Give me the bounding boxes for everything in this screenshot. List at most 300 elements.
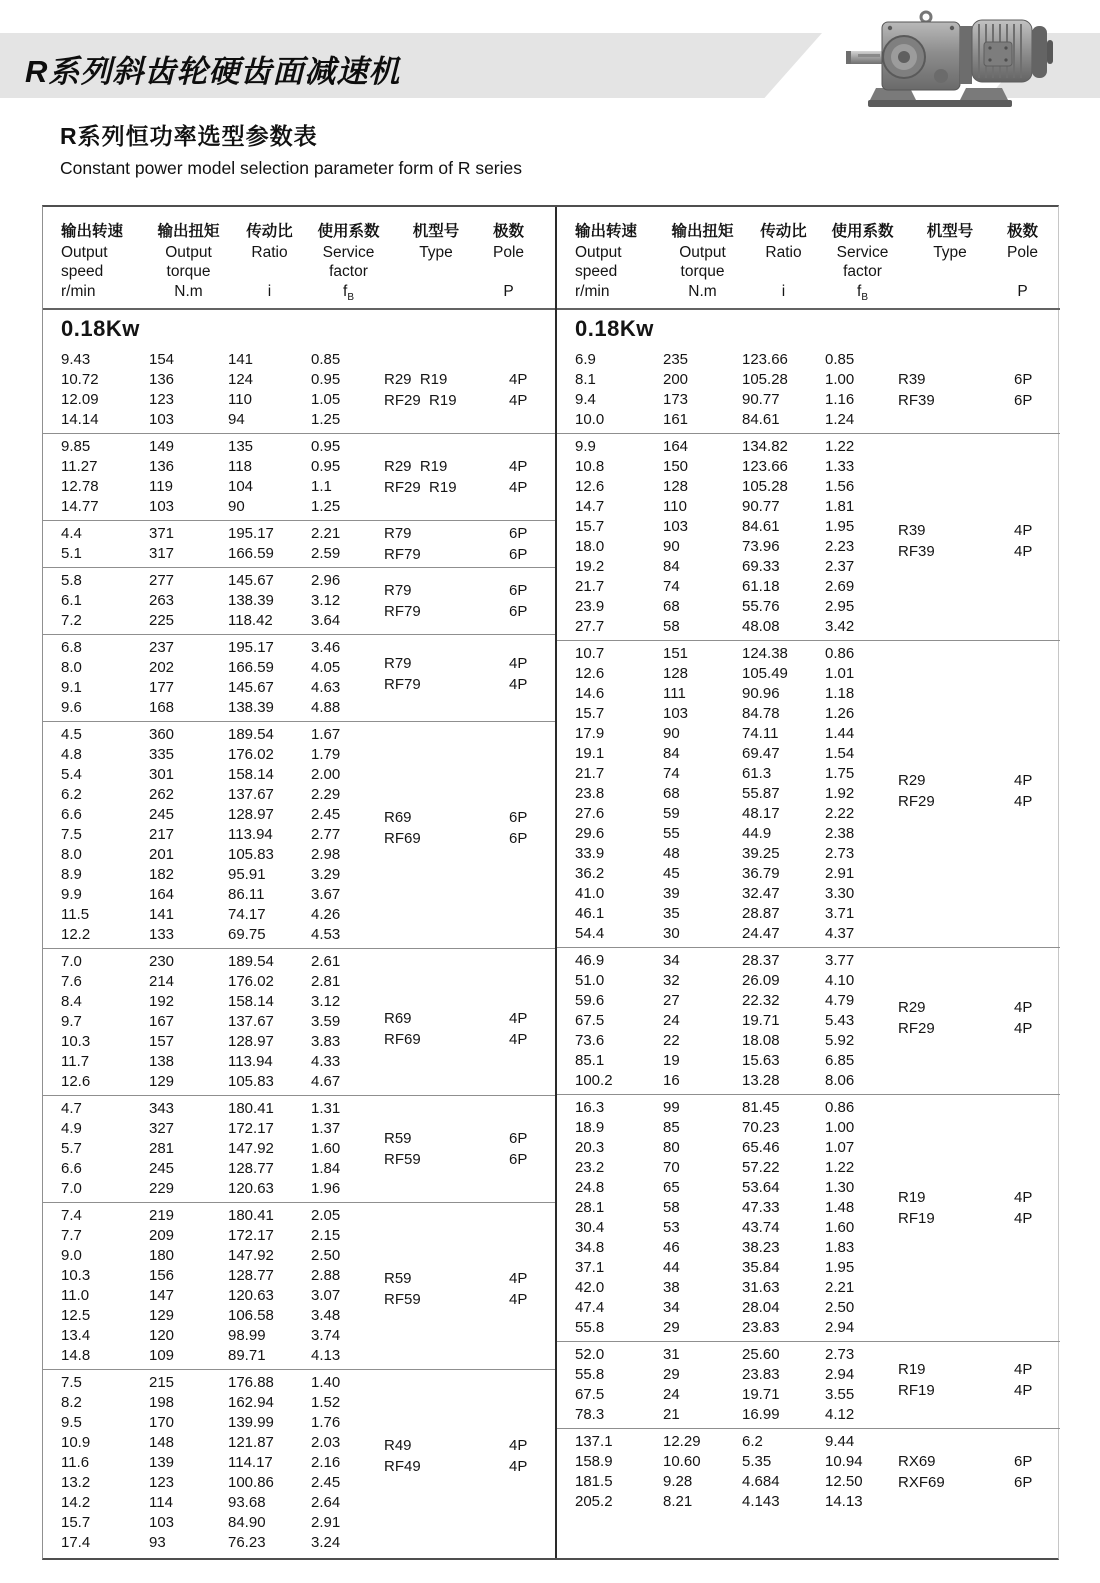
ratio-cell: 84.90 bbox=[228, 1514, 266, 1531]
ratio-cell: 176.02 bbox=[228, 746, 274, 763]
column-header-unit bbox=[486, 281, 531, 302]
column-header-en: Pole bbox=[1006, 244, 1039, 261]
output-speed-cell: 19.1 bbox=[575, 745, 605, 762]
type-label: RF29 bbox=[898, 1020, 935, 1038]
service-factor-cell: 2.73 bbox=[825, 1346, 855, 1363]
type-label: RF39 bbox=[898, 543, 935, 560]
type-label: RF79 bbox=[384, 603, 421, 620]
output-speed-cell: 205.2 bbox=[575, 1493, 613, 1510]
pole-label: 6P bbox=[509, 603, 528, 620]
ratio-cell: 55.87 bbox=[742, 785, 780, 802]
output-torque-cell: 128 bbox=[663, 478, 689, 495]
motor-body bbox=[960, 20, 1053, 84]
ratio-cell: 105.28 bbox=[742, 478, 788, 495]
service-factor-cell: 4.13 bbox=[311, 1347, 341, 1364]
output-torque-cell: 85 bbox=[663, 1119, 680, 1136]
type-pole-block bbox=[384, 571, 549, 631]
service-factor-cell: 0.85 bbox=[311, 351, 341, 368]
type-pole-block bbox=[384, 1373, 549, 1553]
output-speed-cell: 10.8 bbox=[575, 458, 605, 475]
table-group bbox=[43, 567, 555, 634]
service-factor-cell: 2.03 bbox=[311, 1434, 341, 1451]
output-torque-cell: 55 bbox=[663, 825, 680, 842]
ratio-cell: 31.63 bbox=[742, 1279, 780, 1296]
ratio-cell: 124.38 bbox=[742, 645, 788, 662]
output-torque-cell: 149 bbox=[149, 438, 175, 455]
column-header bbox=[486, 220, 531, 308]
output-speed-cell: 7.0 bbox=[61, 1180, 82, 1197]
type-pole-line bbox=[384, 477, 549, 498]
output-torque-cell: 84 bbox=[663, 745, 680, 762]
output-speed-cell: 9.9 bbox=[575, 438, 596, 455]
type-pole-line bbox=[384, 1029, 549, 1050]
ratio-cell: 16.99 bbox=[742, 1406, 780, 1423]
service-factor-cell: 3.74 bbox=[311, 1327, 341, 1344]
output-torque-cell: 111 bbox=[663, 685, 686, 702]
output-speed-cell: 158.9 bbox=[575, 1453, 613, 1470]
service-factor-cell: 4.10 bbox=[825, 972, 855, 989]
ratio-cell: 5.35 bbox=[742, 1453, 772, 1470]
type-label: R69 bbox=[384, 809, 412, 827]
ratio-cell: 128.97 bbox=[228, 806, 274, 823]
output-speed-cell: 7.5 bbox=[61, 826, 82, 843]
output-torque-cell: 34 bbox=[663, 1299, 680, 1316]
output-speed-cell: 10.3 bbox=[61, 1267, 91, 1284]
service-factor-cell: 1.18 bbox=[825, 685, 855, 702]
type-pole-line bbox=[898, 791, 1054, 812]
ratio-cell: 23.83 bbox=[742, 1366, 780, 1383]
ratio-cell: 128.77 bbox=[228, 1160, 274, 1177]
output-torque-cell: 114 bbox=[149, 1494, 173, 1511]
service-factor-cell: 2.61 bbox=[311, 953, 341, 970]
output-torque-cell: 157 bbox=[149, 1033, 175, 1050]
output-speed-cell: 14.77 bbox=[61, 498, 99, 515]
output-torque-cell: 170 bbox=[149, 1414, 175, 1431]
type-label: R29 R19 bbox=[384, 371, 448, 388]
ratio-cell: 44.9 bbox=[742, 825, 772, 842]
column-header bbox=[386, 220, 486, 308]
output-speed-cell: 28.1 bbox=[575, 1199, 605, 1216]
type-pole-line bbox=[384, 1128, 549, 1149]
output-torque-cell: 133 bbox=[149, 926, 175, 943]
output-speed-cell: 7.4 bbox=[61, 1207, 82, 1224]
type-label: R39 bbox=[898, 371, 926, 388]
output-torque-cell: 74 bbox=[663, 578, 680, 595]
output-speed-cell: 10.3 bbox=[61, 1033, 91, 1050]
ratio-cell: 69.47 bbox=[742, 745, 780, 762]
output-speed-cell: 30.4 bbox=[575, 1219, 605, 1236]
output-torque-cell: 128 bbox=[663, 665, 689, 682]
output-torque-cell: 99 bbox=[663, 1099, 680, 1116]
column-header-zh: 使用系数 bbox=[317, 223, 380, 240]
type-pole-lines bbox=[384, 1268, 549, 1310]
type-label: RF59 bbox=[384, 1151, 421, 1168]
type-pole-lines bbox=[384, 456, 549, 498]
service-factor-cell: 4.37 bbox=[825, 925, 855, 942]
column-header bbox=[900, 220, 1000, 308]
type-pole-lines bbox=[898, 997, 1054, 1039]
type-label: RX69 bbox=[898, 1453, 936, 1470]
type-pole-lines bbox=[898, 1187, 1054, 1229]
ratio-cell: 73.96 bbox=[742, 538, 780, 555]
output-torque-cell: 168 bbox=[149, 699, 175, 716]
ratio-cell: 135 bbox=[228, 438, 254, 455]
type-pole-block bbox=[384, 952, 549, 1092]
output-torque-cell: 12.29 bbox=[663, 1433, 701, 1450]
service-factor-cell: 2.64 bbox=[311, 1494, 341, 1511]
type-pole-lines bbox=[384, 580, 549, 622]
ratio-cell: 65.46 bbox=[742, 1139, 780, 1156]
ratio-cell: 90.77 bbox=[742, 498, 780, 515]
service-factor-cell: 3.07 bbox=[311, 1287, 341, 1304]
service-factor-cell: 0.95 bbox=[311, 458, 341, 475]
pole-label: 4P bbox=[509, 676, 528, 693]
ratio-cell: 128.97 bbox=[228, 1033, 274, 1050]
output-speed-cell: 12.2 bbox=[61, 926, 91, 943]
type-pole-line bbox=[384, 828, 549, 849]
ratio-cell: 84.61 bbox=[742, 411, 780, 428]
column-header-en2: torque bbox=[166, 263, 211, 280]
ratio-cell: 26.09 bbox=[742, 972, 780, 989]
output-torque-cell: 103 bbox=[663, 705, 689, 722]
output-torque-cell: 317 bbox=[149, 545, 175, 562]
ratio-cell: 147.92 bbox=[228, 1247, 274, 1264]
output-speed-cell: 7.6 bbox=[61, 973, 82, 990]
pole-label: 4P bbox=[509, 1291, 528, 1309]
ratio-cell: 121.87 bbox=[228, 1434, 274, 1451]
output-speed-cell: 11.5 bbox=[61, 906, 90, 923]
output-torque-cell: 225 bbox=[149, 612, 175, 629]
type-pole-lines bbox=[898, 770, 1054, 812]
ratio-cell: 100.86 bbox=[228, 1474, 274, 1491]
ratio-cell: 36.79 bbox=[742, 865, 780, 882]
ratio-cell: 137.67 bbox=[228, 786, 274, 803]
output-speed-cell: 21.7 bbox=[575, 765, 605, 782]
pole-label: 6P bbox=[509, 830, 528, 848]
ratio-cell: 145.67 bbox=[228, 679, 274, 696]
output-torque-cell: 103 bbox=[149, 498, 175, 515]
type-pole-lines bbox=[384, 807, 549, 849]
type-pole-lines bbox=[898, 520, 1054, 562]
column-header-en2: factor bbox=[843, 263, 882, 280]
type-pole-line bbox=[898, 1359, 1054, 1380]
output-speed-cell: 9.43 bbox=[61, 351, 91, 368]
ratio-cell: 172.17 bbox=[228, 1227, 274, 1244]
column-header bbox=[311, 220, 386, 308]
pole-label: 6P bbox=[509, 809, 528, 827]
ratio-cell: 114.17 bbox=[228, 1454, 273, 1471]
type-pole-line bbox=[384, 1149, 549, 1170]
column-header-unit bbox=[228, 281, 311, 302]
column-header bbox=[742, 220, 825, 308]
type-pole-block bbox=[898, 644, 1054, 944]
type-pole-block bbox=[898, 437, 1054, 637]
type-pole-line bbox=[898, 1451, 1054, 1472]
output-torque-cell: 30 bbox=[663, 925, 680, 942]
output-speed-cell: 21.7 bbox=[575, 578, 605, 595]
service-factor-cell: 2.50 bbox=[825, 1299, 855, 1316]
table-group bbox=[43, 634, 555, 721]
output-speed-cell: 11.6 bbox=[61, 1454, 90, 1471]
output-torque-cell: 68 bbox=[663, 598, 680, 615]
ratio-cell: 113.94 bbox=[228, 1053, 273, 1070]
column-header-zh: 极数 bbox=[492, 223, 524, 240]
ratio-cell: 105.83 bbox=[228, 1073, 274, 1090]
output-speed-cell: 8.1 bbox=[575, 371, 596, 388]
column-header-en: Ratio bbox=[765, 244, 802, 261]
column-header-en2 bbox=[228, 262, 311, 281]
output-speed-cell: 6.8 bbox=[61, 639, 82, 656]
column-header-en: Type bbox=[419, 244, 453, 261]
ratio-cell: 69.33 bbox=[742, 558, 780, 575]
column-header bbox=[1000, 220, 1045, 308]
column-header-zh: 输出扭矩 bbox=[671, 223, 734, 240]
service-factor-cell: 0.95 bbox=[311, 371, 341, 388]
service-factor-cell: 6.85 bbox=[825, 1052, 855, 1069]
output-speed-cell: 14.2 bbox=[61, 1494, 91, 1511]
output-speed-cell: 23.8 bbox=[575, 785, 605, 802]
service-factor-cell: 3.29 bbox=[311, 866, 341, 883]
output-speed-cell: 51.0 bbox=[575, 972, 605, 989]
type-label: RF79 bbox=[384, 546, 421, 563]
pole-label: 6P bbox=[1014, 1474, 1033, 1491]
ratio-cell: 162.94 bbox=[228, 1394, 274, 1411]
table-group bbox=[557, 640, 1060, 947]
ratio-cell: 141 bbox=[228, 351, 254, 368]
ratio-cell: 105.28 bbox=[742, 371, 788, 388]
output-speed-cell: 33.9 bbox=[575, 845, 605, 862]
service-factor-cell: 2.94 bbox=[825, 1366, 855, 1383]
type-label: RXF69 bbox=[898, 1474, 945, 1491]
unit-symbol: i bbox=[781, 283, 786, 300]
table-group bbox=[43, 1369, 555, 1556]
service-factor-cell: 2.45 bbox=[311, 806, 341, 823]
output-speed-cell: 14.14 bbox=[61, 411, 99, 428]
service-factor-cell: 8.06 bbox=[825, 1072, 855, 1089]
service-factor-cell: 2.23 bbox=[825, 538, 855, 555]
column-header-en: Service bbox=[836, 244, 889, 261]
output-torque-cell: 46 bbox=[663, 1239, 680, 1256]
ratio-cell: 22.32 bbox=[742, 992, 780, 1009]
output-torque-cell: 209 bbox=[149, 1227, 175, 1244]
type-label: RF29 bbox=[898, 793, 935, 810]
output-speed-cell: 137.1 bbox=[575, 1433, 613, 1450]
ratio-cell: 32.47 bbox=[742, 885, 780, 902]
column-header-en: Service bbox=[322, 244, 375, 261]
section-title bbox=[60, 118, 522, 179]
type-label: RF29 R19 bbox=[384, 479, 457, 496]
gearbox-housing bbox=[882, 22, 960, 90]
output-torque-cell: 192 bbox=[149, 993, 175, 1010]
table-group bbox=[557, 347, 1060, 433]
ratio-cell: 38.23 bbox=[742, 1239, 780, 1256]
output-speed-cell: 36.2 bbox=[575, 865, 605, 882]
output-torque-cell: 39 bbox=[663, 885, 680, 902]
output-speed-cell: 12.6 bbox=[575, 665, 605, 682]
service-factor-cell: 1.60 bbox=[825, 1219, 855, 1236]
table-group bbox=[43, 347, 555, 433]
unit-symbol: r/min bbox=[61, 283, 96, 300]
ratio-cell: 128.77 bbox=[228, 1267, 274, 1284]
type-pole-line bbox=[384, 1456, 549, 1477]
service-factor-cell: 3.67 bbox=[311, 886, 341, 903]
service-factor-cell: 1.01 bbox=[825, 665, 855, 682]
service-factor-cell: 1.95 bbox=[825, 518, 855, 535]
output-speed-cell: 11.27 bbox=[61, 458, 98, 475]
output-torque-cell: 154 bbox=[149, 351, 175, 368]
service-factor-cell: 5.43 bbox=[825, 1012, 855, 1029]
service-factor-cell: 1.83 bbox=[825, 1239, 855, 1256]
unit-symbol: f bbox=[857, 283, 862, 300]
type-label: R19 bbox=[898, 1361, 926, 1379]
output-torque-cell: 21 bbox=[663, 1406, 680, 1423]
type-pole-line bbox=[384, 523, 549, 544]
column-header-zh: 机型号 bbox=[926, 223, 974, 240]
pole-label: 4P bbox=[1014, 1189, 1033, 1207]
column-header-unit bbox=[900, 281, 1000, 302]
ratio-cell: 123.66 bbox=[742, 351, 788, 368]
output-torque-cell: 103 bbox=[663, 518, 689, 535]
ratio-cell: 4.684 bbox=[742, 1473, 780, 1490]
service-factor-cell: 3.12 bbox=[311, 993, 341, 1010]
type-label: R79 bbox=[384, 655, 412, 672]
type-label: R79 bbox=[384, 525, 412, 542]
ratio-cell: 48.08 bbox=[742, 618, 780, 635]
type-pole-lines bbox=[384, 369, 549, 411]
column-header-unit bbox=[663, 281, 742, 302]
type-pole-line bbox=[384, 601, 549, 622]
column-header-zh: 传动比 bbox=[760, 223, 807, 240]
service-factor-cell: 1.33 bbox=[825, 458, 855, 475]
service-factor-cell: 1.76 bbox=[311, 1414, 341, 1431]
type-pole-block bbox=[384, 1206, 549, 1366]
output-torque-cell: 277 bbox=[149, 572, 175, 589]
column-header-en2: speed bbox=[61, 263, 104, 280]
output-torque-cell: 84 bbox=[663, 558, 680, 575]
output-speed-cell: 9.85 bbox=[61, 438, 91, 455]
type-pole-block bbox=[384, 638, 549, 718]
output-speed-cell: 11.0 bbox=[61, 1287, 90, 1304]
service-factor-cell: 1.56 bbox=[825, 478, 855, 495]
output-speed-cell: 10.0 bbox=[575, 411, 605, 428]
type-pole-lines bbox=[384, 1128, 549, 1170]
ratio-cell: 69.75 bbox=[228, 926, 266, 943]
service-factor-cell: 2.95 bbox=[825, 598, 855, 615]
table-header bbox=[557, 207, 1060, 310]
output-torque-cell: 156 bbox=[149, 1267, 175, 1284]
service-factor-cell: 1.95 bbox=[825, 1259, 855, 1276]
type-pole-lines bbox=[384, 523, 549, 565]
unit-symbol: r/min bbox=[575, 283, 610, 300]
type-label: RF69 bbox=[384, 1031, 421, 1048]
type-label: RF69 bbox=[384, 830, 421, 848]
output-speed-cell: 19.2 bbox=[575, 558, 605, 575]
output-torque-cell: 80 bbox=[663, 1139, 680, 1156]
service-factor-cell: 3.71 bbox=[825, 905, 855, 922]
table-group bbox=[43, 1202, 555, 1369]
output-speed-cell: 6.6 bbox=[61, 1160, 82, 1177]
pole-label: 6P bbox=[509, 582, 528, 599]
pole-label: 4P bbox=[1014, 1020, 1033, 1038]
output-torque-cell: 8.21 bbox=[663, 1493, 693, 1510]
ratio-cell: 28.37 bbox=[742, 952, 780, 969]
ratio-cell: 195.17 bbox=[228, 525, 274, 542]
ratio-cell: 39.25 bbox=[742, 845, 780, 862]
output-speed-cell: 18.0 bbox=[575, 538, 605, 555]
output-torque-cell: 22 bbox=[663, 1032, 680, 1049]
output-torque-cell: 120 bbox=[149, 1327, 175, 1344]
service-factor-cell: 1.81 bbox=[825, 498, 855, 515]
output-torque-cell: 263 bbox=[149, 592, 175, 609]
output-speed-cell: 15.7 bbox=[575, 705, 605, 722]
output-speed-cell: 14.8 bbox=[61, 1347, 91, 1364]
output-speed-cell: 55.8 bbox=[575, 1366, 605, 1383]
service-factor-cell: 2.77 bbox=[311, 826, 341, 843]
output-torque-cell: 90 bbox=[663, 538, 680, 555]
service-factor-cell: 3.46 bbox=[311, 639, 341, 656]
output-torque-cell: 123 bbox=[149, 1474, 175, 1491]
output-torque-cell: 24 bbox=[663, 1386, 680, 1403]
output-torque-cell: 138 bbox=[149, 1053, 175, 1070]
column-header-en2 bbox=[1000, 262, 1045, 281]
parameter-table bbox=[42, 205, 1059, 1560]
type-pole-block bbox=[898, 1432, 1054, 1512]
service-factor-cell: 0.86 bbox=[825, 1099, 855, 1116]
type-label: RF39 bbox=[898, 392, 935, 409]
output-torque-cell: 139 bbox=[149, 1454, 175, 1471]
service-factor-cell: 2.45 bbox=[311, 1474, 341, 1491]
output-torque-cell: 48 bbox=[663, 845, 680, 862]
power-rating-label: 0.18Kw bbox=[61, 315, 140, 341]
ratio-cell: 13.28 bbox=[742, 1072, 780, 1089]
ratio-cell: 176.88 bbox=[228, 1374, 274, 1391]
pole-label: 4P bbox=[509, 458, 528, 475]
output-torque-cell: 38 bbox=[663, 1279, 680, 1296]
table-panel-left bbox=[43, 207, 555, 1558]
type-label: RF49 bbox=[384, 1457, 421, 1475]
column-header bbox=[149, 220, 228, 308]
ratio-cell: 4.143 bbox=[742, 1493, 780, 1510]
service-factor-cell: 5.92 bbox=[825, 1032, 855, 1049]
ratio-cell: 35.84 bbox=[742, 1259, 780, 1276]
ratio-cell: 124 bbox=[228, 371, 254, 388]
output-torque-cell: 202 bbox=[149, 659, 175, 676]
banner-title: R系列斜齿轮硬齿面减速机 bbox=[25, 54, 401, 89]
column-header-zh: 使用系数 bbox=[831, 223, 894, 240]
service-factor-cell: 1.37 bbox=[311, 1120, 341, 1137]
table-group bbox=[557, 1094, 1060, 1341]
output-speed-cell: 9.4 bbox=[575, 391, 596, 408]
column-header-en2 bbox=[486, 262, 531, 281]
ratio-cell: 84.78 bbox=[742, 705, 780, 722]
ratio-cell: 6.2 bbox=[742, 1433, 763, 1450]
pole-label: 4P bbox=[509, 1010, 528, 1027]
service-factor-cell: 1.05 bbox=[311, 391, 341, 408]
output-torque-cell: 31 bbox=[663, 1346, 680, 1363]
type-pole-block bbox=[898, 350, 1054, 430]
power-rating-label: 0.18Kw bbox=[575, 315, 654, 341]
ratio-cell: 74.11 bbox=[742, 725, 779, 742]
column-header bbox=[663, 220, 742, 308]
ratio-cell: 47.33 bbox=[742, 1199, 780, 1216]
output-speed-cell: 4.7 bbox=[61, 1100, 82, 1117]
column-header bbox=[228, 220, 311, 308]
output-speed-cell: 15.7 bbox=[575, 518, 605, 535]
service-factor-cell: 3.30 bbox=[825, 885, 855, 902]
output-speed-cell: 6.2 bbox=[61, 786, 82, 803]
service-factor-cell: 4.33 bbox=[311, 1053, 341, 1070]
ratio-cell: 28.04 bbox=[742, 1299, 780, 1316]
